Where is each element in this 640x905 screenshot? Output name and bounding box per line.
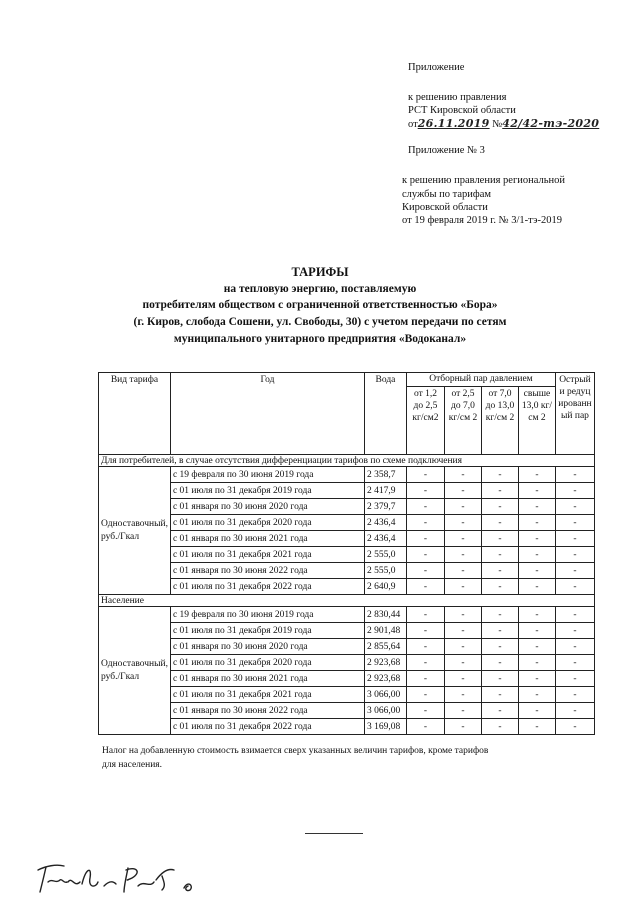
water-value: 2 830,44 [364,607,406,623]
dash-cell: - [406,687,444,703]
period-cell: с 01 января по 30 июня 2022 года [170,563,364,579]
dash-cell: - [406,499,444,515]
title-line-4: муниципального унитарного предприятия «Водоканал» [173,333,467,345]
dash-cell: - [518,639,555,655]
table-row [99,719,595,735]
period-cell: с 01 июля по 31 декабря 2022 года [170,719,364,735]
dash-cell: - [406,547,444,563]
dash-cell: - [444,563,481,579]
table-row [99,687,595,703]
title-line-2: потребителям обществом с ограниченной ответственностью «Бора» [142,299,498,311]
water-value: 2 358,7 [364,467,406,483]
dash-cell: - [555,623,594,639]
water-value: 2 379,7 [364,499,406,515]
water-value: 2 901,48 [364,623,406,639]
number-prefix: № [492,119,503,130]
water-value: 2 923,68 [364,655,406,671]
dash-cell: - [518,607,555,623]
dash-cell: - [481,671,518,687]
dash-cell: - [444,607,481,623]
dash-cell: - [481,607,518,623]
dash-cell: - [481,703,518,719]
table-row [99,547,595,563]
table-row [99,515,595,531]
dash-cell: - [406,515,444,531]
water-value: 2 855,64 [364,639,406,655]
header-pressure-2: от 2,5 до 7,0 кг/см 2 [444,387,481,455]
dash-cell: - [555,467,594,483]
table-row [99,639,595,655]
document-title: ТАРИФЫ [291,265,349,279]
dash-cell: - [518,499,555,515]
dash-cell: - [444,515,481,531]
dash-cell: - [518,515,555,531]
dash-cell: - [481,655,518,671]
dash-cell: - [555,547,594,563]
dash-cell: - [555,607,594,623]
section-row [99,595,595,607]
dash-cell: - [481,467,518,483]
dash-cell: - [481,515,518,531]
table-row [99,655,595,671]
dash-cell: - [444,703,481,719]
decision-date-line [408,117,599,132]
dash-cell: - [555,655,594,671]
table-row [99,563,595,579]
table-row [99,671,595,687]
dash-cell: - [444,531,481,547]
dash-cell: - [444,499,481,515]
dash-cell: - [555,531,594,547]
period-cell: с 01 июля по 31 декабря 2022 года [170,579,364,595]
dash-cell: - [481,547,518,563]
table-row [99,531,595,547]
dash-cell: - [555,687,594,703]
vat-note [102,744,582,772]
dash-cell: - [444,579,481,595]
dash-cell: - [518,483,555,499]
appendix-label: Приложение [408,62,465,73]
table-row [99,623,595,639]
period-cell: с 01 января по 30 июня 2020 года [170,499,364,515]
header-pressure-1: от 1,2 до 2,5 кг/см2 [406,387,444,455]
period-cell: с 01 июля по 31 декабря 2019 года [170,483,364,499]
table-row [99,467,595,483]
table-row [99,579,595,595]
period-cell: с 01 января по 30 июня 2021 года [170,671,364,687]
section-row [99,455,595,467]
dash-cell: - [444,655,481,671]
dash-cell: - [406,671,444,687]
header-pressure-4: свыше 13,0 кг/см 2 [518,387,555,455]
water-value: 2 555,0 [364,547,406,563]
vat-note-line-2: для населения. [102,760,163,770]
header-pressure-3: от 7,0 до 13,0 кг/см 2 [481,387,518,455]
water-value: 2 555,0 [364,563,406,579]
dash-cell: - [406,719,444,735]
water-value: 2 417,9 [364,483,406,499]
vat-note-line-1: Налог на добавленную стоимость взимается сверх указанных величин тарифов, кроме тарифов [102,746,489,756]
dash-cell: - [406,623,444,639]
water-value: 2 436,4 [364,531,406,547]
water-value: 3 066,00 [364,687,406,703]
dash-cell: - [518,655,555,671]
table-row [99,703,595,719]
table-row [99,499,595,515]
dash-cell: - [518,671,555,687]
dash-cell: - [406,579,444,595]
handwritten-number: 42/42-тэ-2020 [502,117,600,130]
header-sharp-steam: Острый и редуцированный пар [555,373,594,455]
dash-cell: - [406,703,444,719]
dash-cell: - [444,467,481,483]
dash-cell: - [518,563,555,579]
section-title: Для потребителей, в случае отсутствия дифференциации тарифов по схеме подключения [99,455,595,467]
reference-line-4: от 19 февраля 2019 г. № 3/1-тэ-2019 [402,215,562,226]
tariff-kind: Одноставочный, руб./Гкал [99,467,171,595]
period-cell: с 01 июля по 31 декабря 2021 года [170,547,364,563]
water-value: 3 169,08 [364,719,406,735]
dash-cell: - [518,467,555,483]
dash-cell: - [555,499,594,515]
header-steam-group: Отборный пар давлением [406,373,555,387]
dash-cell: - [555,579,594,595]
period-cell: с 01 июля по 31 декабря 2021 года [170,687,364,703]
dash-cell: - [481,719,518,735]
dash-cell: - [406,639,444,655]
reference-line-2: службы по тарифам [402,189,491,200]
dash-cell: - [555,563,594,579]
water-value: 2 923,68 [364,671,406,687]
dash-cell: - [518,579,555,595]
closing-rule [305,833,363,834]
period-cell: с 01 января по 30 июня 2022 года [170,703,364,719]
dash-cell: - [518,547,555,563]
dash-cell: - [481,639,518,655]
title-line-1: на тепловую энергию, поставляемую [223,283,417,295]
period-cell: с 01 января по 30 июня 2020 года [170,639,364,655]
dash-cell: - [444,483,481,499]
dash-cell: - [518,703,555,719]
date-prefix: от [408,119,418,130]
handwritten-date: 26.11.2019 [417,117,490,130]
tariff-kind: Одноставочный, руб./Гкал [99,607,171,735]
dash-cell: - [518,623,555,639]
table-row [99,483,595,499]
dash-cell: - [406,483,444,499]
dash-cell: - [481,563,518,579]
reference-line-3: Кировской области [402,202,488,213]
dash-cell: - [555,703,594,719]
header-water: Вода [364,373,406,455]
decision-line-1: к решению правления [408,92,507,103]
dash-cell: - [481,483,518,499]
table-header-row [99,373,595,387]
water-value: 3 066,00 [364,703,406,719]
dash-cell: - [406,607,444,623]
dash-cell: - [444,719,481,735]
dash-cell: - [518,719,555,735]
dash-cell: - [481,687,518,703]
appendix-3-label: Приложение № 3 [408,145,485,156]
dash-cell: - [406,467,444,483]
dash-cell: - [555,671,594,687]
period-cell: с 01 июля по 31 декабря 2019 года [170,623,364,639]
dash-cell: - [555,483,594,499]
dash-cell: - [555,639,594,655]
water-value: 2 436,4 [364,515,406,531]
dash-cell: - [518,531,555,547]
period-cell: с 19 февраля по 30 июня 2019 года [170,467,364,483]
section-title: Население [99,595,595,607]
dash-cell: - [406,531,444,547]
title-line-3: (г. Киров, слобода Сошени, ул. Свободы, 30) с учетом передачи по сетям [133,316,507,328]
dash-cell: - [444,687,481,703]
water-value: 2 640,9 [364,579,406,595]
dash-cell: - [481,579,518,595]
dash-cell: - [555,515,594,531]
header-kind: Вид тарифа [99,373,171,455]
reference-line-1: к решению правления региональной [402,175,566,186]
dash-cell: - [555,719,594,735]
dash-cell: - [444,639,481,655]
table-row [99,607,595,623]
dash-cell: - [481,499,518,515]
dash-cell: - [406,563,444,579]
period-cell: с 01 июля по 31 декабря 2020 года [170,655,364,671]
header-year: Год [170,373,364,455]
dash-cell: - [444,623,481,639]
dash-cell: - [444,547,481,563]
period-cell: с 01 июля по 31 декабря 2020 года [170,515,364,531]
period-cell: с 01 января по 30 июня 2021 года [170,531,364,547]
dash-cell: - [481,531,518,547]
tariff-table [98,372,595,735]
dash-cell: - [444,671,481,687]
signature-image [34,858,224,898]
dash-cell: - [518,687,555,703]
decision-line-2: РСТ Кировской области [408,105,516,116]
dash-cell: - [481,623,518,639]
period-cell: с 19 февраля по 30 июня 2019 года [170,607,364,623]
dash-cell: - [406,655,444,671]
